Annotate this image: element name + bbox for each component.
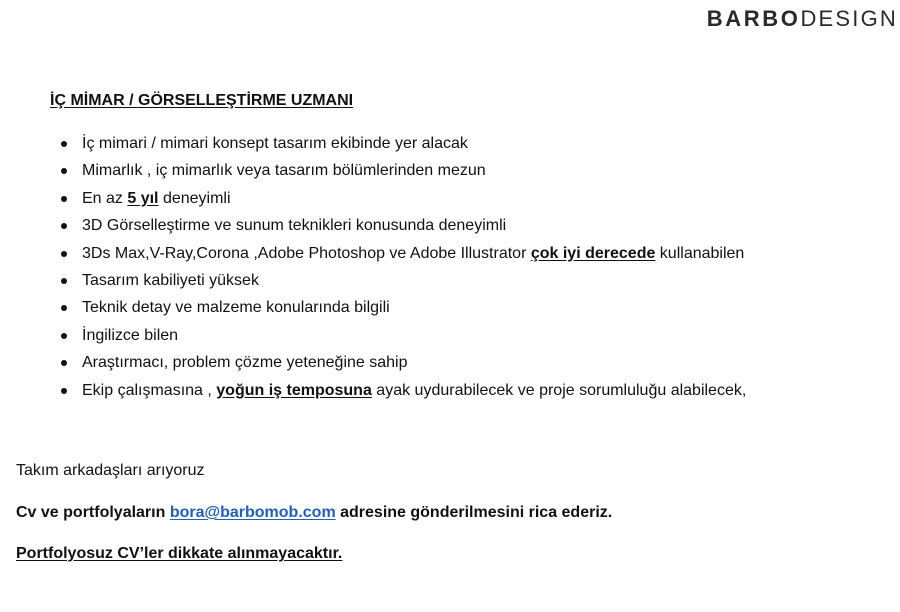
list-item — [0, 157, 746, 184]
email-link[interactable]: bora@barbomob.com — [169, 504, 336, 521]
list-item — [0, 377, 746, 404]
bullet-icon — [61, 223, 67, 229]
requirement-text: ayak uydurabilecek ve proje sorumluluğu alabilecek, — [371, 381, 747, 399]
list-item — [0, 322, 746, 349]
bullet-icon — [61, 251, 67, 257]
requirement-text: Ekip çalışmasına , — [82, 381, 217, 399]
bullet-icon — [61, 196, 67, 202]
list-item — [0, 349, 746, 376]
requirement-emphasis: yoğun iş temposuna — [216, 381, 372, 399]
list-item — [0, 267, 746, 294]
requirement-text: İç mimari / mimari konsept tasarım ekibinde yer alacak — [82, 135, 468, 152]
cv-text-before: Cv ve portfolyaların — [16, 504, 170, 521]
requirement-text: 3Ds Max,V-Ray,Corona ,Adobe Photoshop ve Adobe Illustrator — [82, 244, 531, 262]
list-item — [0, 212, 746, 239]
requirement-text: Tasarım kabiliyeti yüksek — [82, 271, 259, 289]
requirement-text: Araştırmacı, problem çözme yeteneğine sahip — [82, 354, 408, 372]
requirement-text: Teknik detay ve malzeme konularında bilgili — [82, 299, 390, 317]
list-item — [0, 294, 746, 321]
requirement-text: İngilizce bilen — [82, 326, 179, 344]
bullet-icon — [61, 168, 67, 174]
team-sentence: Takım arkadaşları arıyoruz — [16, 462, 205, 479]
bullet-icon — [61, 305, 67, 311]
bullet-icon — [61, 141, 67, 147]
requirement-emphasis: çok iyi derecede — [530, 244, 656, 262]
requirement-emphasis: 5 yıl — [127, 189, 159, 207]
bullet-icon — [61, 388, 67, 394]
list-item — [0, 240, 746, 267]
cv-instruction — [16, 504, 612, 522]
list-item — [0, 185, 746, 212]
bullet-icon — [61, 360, 67, 366]
requirement-text: deneyimli — [158, 189, 231, 207]
brand-logo — [707, 6, 898, 32]
bullet-icon — [61, 333, 67, 339]
job-title: İÇ MİMAR / GÖRSELLEŞTİRME UZMANI — [50, 92, 354, 109]
logo-light-text: DESIGN — [800, 6, 898, 31]
requirement-text: Mimarlık , iç mimarlık veya tasarım bölümlerinden mezun — [82, 162, 486, 180]
requirements-list — [0, 130, 746, 404]
bullet-icon — [61, 278, 67, 284]
portfolio-note: Portfolyosuz CV’ler dikkate alınmayacaktır. — [16, 545, 343, 562]
requirement-text: kullanabilen — [655, 244, 745, 262]
requirement-text: En az — [82, 189, 128, 207]
logo-bold-text: BARBO — [706, 6, 801, 31]
list-item — [0, 130, 746, 157]
requirement-text: 3D Görselleştirme ve sunum teknikleri konusunda deneyimli — [82, 217, 507, 235]
cv-text-after: adresine gönderilmesini rica ederiz. — [335, 504, 613, 521]
